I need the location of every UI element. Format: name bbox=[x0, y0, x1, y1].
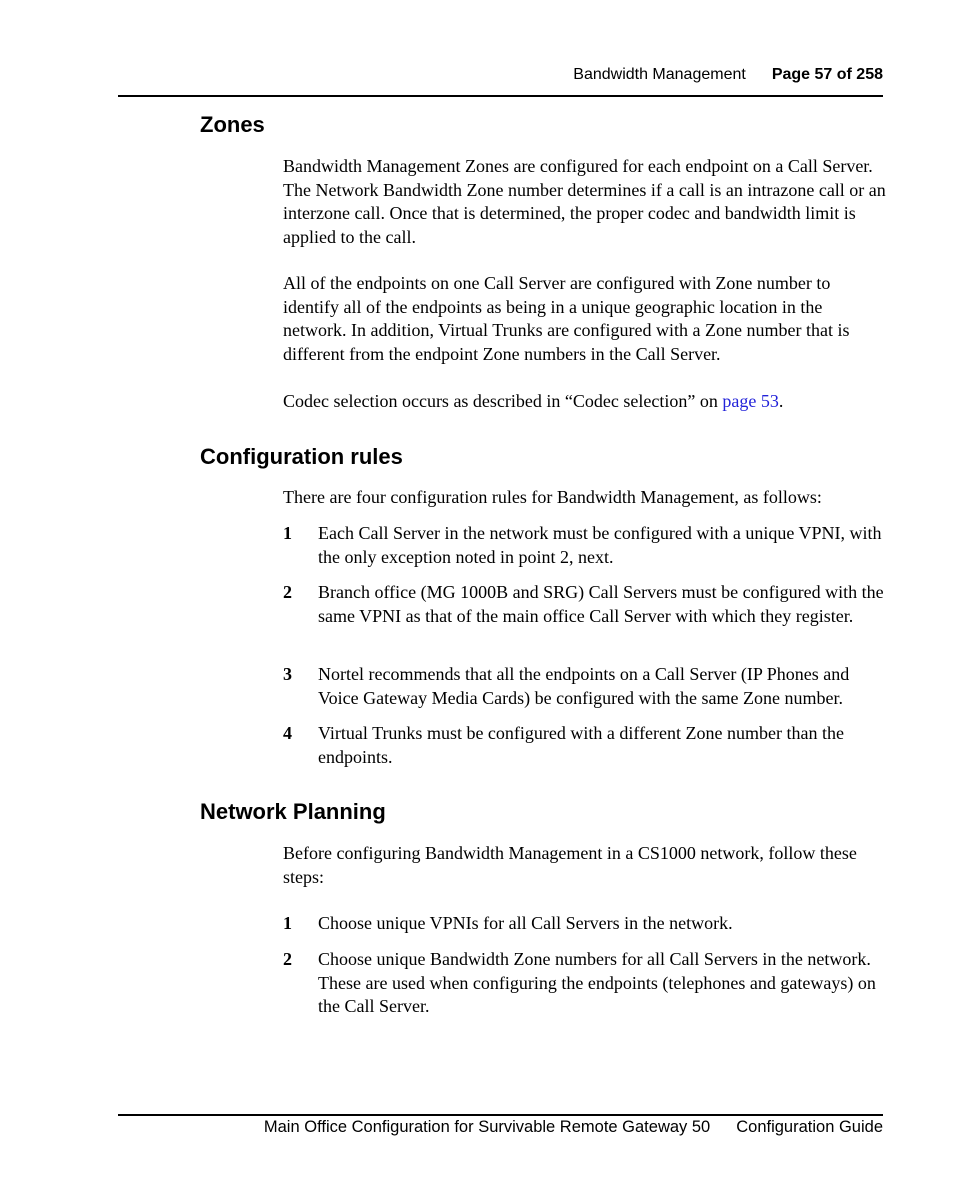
list-text: Branch office (MG 1000B and SRG) Call Servers must be configured with the same VPNI as that of the main office Call Server with which they register. bbox=[318, 582, 884, 626]
header-section-title: Bandwidth Management bbox=[573, 66, 746, 83]
header-rule bbox=[118, 95, 883, 97]
footer-rule bbox=[118, 1114, 883, 1116]
configuration-rules-intro: There are four configuration rules for Bandwidth Management, as follows: bbox=[283, 487, 822, 507]
network-planning-step bbox=[283, 912, 893, 936]
configuration-rules-heading: Configuration rules bbox=[200, 444, 403, 469]
list-number: 4 bbox=[283, 723, 292, 743]
list-text: Virtual Trunks must be configured with a different Zone number than the endpoints. bbox=[318, 723, 844, 767]
footer-doc-title: Main Office Configuration for Survivable Remote Gateway 50 bbox=[263, 1118, 711, 1136]
zones-p3-text: Codec selection occurs as described in “Codec selection” on bbox=[283, 391, 723, 411]
list-number: 2 bbox=[283, 949, 292, 969]
running-header bbox=[573, 66, 883, 84]
list-number: 1 bbox=[283, 523, 292, 543]
config-rule-item bbox=[283, 722, 893, 769]
zones-paragraph-3 bbox=[283, 390, 888, 414]
network-planning-intro: Before configuring Bandwidth Management in a CS1000 network, follow these steps: bbox=[283, 843, 857, 887]
page-53-link[interactable]: page 53 bbox=[722, 391, 779, 411]
list-text: Each Call Server in the network must be configured with a unique VPNI, with the only exception noted in point 2, next. bbox=[318, 523, 882, 567]
footer-doc-type: Configuration Guide bbox=[736, 1118, 883, 1136]
running-footer bbox=[264, 1118, 883, 1137]
list-number: 2 bbox=[283, 582, 292, 602]
list-text: Choose unique Bandwidth Zone numbers for all Call Servers in the network. These are used when configuring the endpoints (telephones and gateways) on the Call Server. bbox=[318, 949, 876, 1016]
list-text: Nortel recommends that all the endpoints on a Call Server (IP Phones and Voice Gateway Media Cards) be configured with the same Zone number. bbox=[318, 664, 850, 708]
network-planning-step bbox=[283, 948, 893, 1019]
config-rule-item bbox=[283, 581, 893, 628]
zones-heading: Zones bbox=[200, 112, 265, 137]
list-number: 1 bbox=[283, 913, 292, 933]
zones-p3-suffix: . bbox=[778, 391, 784, 411]
zones-paragraph-2: All of the endpoints on one Call Server are configured with Zone number to identify all of the endpoints as being in a unique geographic location in the network. In addition, Virtual Trunks are configured with a Zone number that is different from the endpoint Zone numbers in the Call Server. bbox=[283, 273, 850, 364]
header-page-number: Page 57 of 258 bbox=[771, 66, 883, 83]
list-number: 3 bbox=[283, 664, 292, 684]
config-rule-item bbox=[283, 522, 893, 569]
zones-paragraph-1: Bandwidth Management Zones are configured for each endpoint on a Call Server. The Network Bandwidth Zone number determines if a call is an intrazone call or an interzone call. Once that is determined, the proper codec and bandwidth limit is applied to the call. bbox=[283, 156, 886, 247]
config-rule-item bbox=[283, 663, 893, 710]
list-text: Choose unique VPNIs for all Call Servers in the network. bbox=[318, 913, 733, 933]
network-planning-heading: Network Planning bbox=[200, 799, 386, 824]
